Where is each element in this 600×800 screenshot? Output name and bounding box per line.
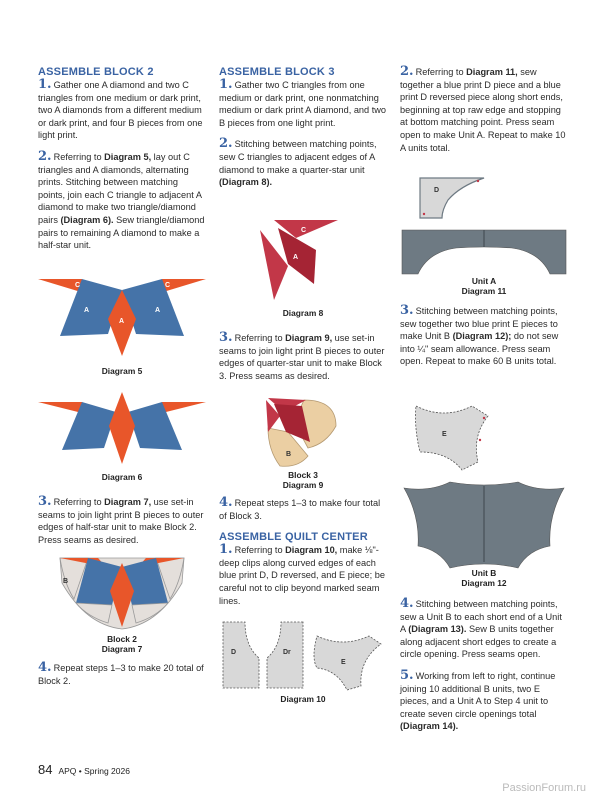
caption-diagram-6: Diagram 6 <box>101 472 143 482</box>
step-text: Repeat steps 1–3 to make four total of Block 3. <box>219 498 381 521</box>
label-a: A <box>155 307 161 314</box>
diagram-12 <box>400 396 568 588</box>
step-text: Referring to <box>415 67 467 77</box>
step-number: 4. <box>219 495 233 510</box>
step-number: 1. <box>38 77 52 92</box>
label-d: D <box>434 187 440 194</box>
diagram-8-graphic <box>252 214 352 302</box>
step-text: Referring to <box>234 333 286 343</box>
center-step-4 <box>400 598 568 661</box>
step-text: sew together a blue print D piece and a blue print D reversed piece along short ends, beginning at top raw edge and stopping at bottom matching point. Press seam open to make Unit A. Repeat to make 10 A units total. <box>400 67 566 153</box>
center-step-3-wrap <box>400 305 568 377</box>
diagram-ref: (Diagram 12); <box>452 331 512 342</box>
page-number: 84 <box>38 762 53 777</box>
e-piece <box>314 636 381 690</box>
diagram-6 <box>38 388 206 482</box>
label-c: C <box>301 227 307 234</box>
label-e: E <box>442 431 447 438</box>
diagram-12-graphic <box>400 396 568 570</box>
diagram-7-graphic <box>38 553 206 633</box>
step-number: 3. <box>38 494 52 509</box>
step-text: use set-in seams to join light print B pieces to outer edges of half-star unit to make Block 2. Press seams as desired. <box>38 497 204 545</box>
d-piece <box>223 622 259 688</box>
diagram-6-graphic <box>38 388 206 470</box>
label-dr: Dr <box>283 649 291 656</box>
step-number: 3. <box>219 330 233 345</box>
step-number: 2. <box>38 148 52 164</box>
step-number: 3. <box>400 303 414 318</box>
caption-diagram-11: Diagram 11 <box>461 286 507 296</box>
diagram-11 <box>400 170 568 296</box>
step-number: 4. <box>38 660 52 675</box>
diagram-ref: Diagram 5, <box>104 151 152 162</box>
block2-step-1 <box>38 79 206 142</box>
step-text: Stitching between matching points, sew together two blue print E pieces to make Unit B <box>400 306 558 342</box>
step-number: 4. <box>400 596 414 611</box>
diagram-ref: (Diagram 8). <box>219 177 273 188</box>
diagram-ref: (Diagram 6). <box>60 214 114 225</box>
caption-diagram-5: Diagram 5 <box>101 366 143 376</box>
step-number: 1. <box>219 77 233 92</box>
label-e: E <box>341 659 346 666</box>
block3-step-2 <box>219 138 387 188</box>
diagram-8 <box>252 214 352 302</box>
diagram-ref: Diagram 7, <box>104 497 152 507</box>
step-text: lay out C triangles and A diamonds, alternating prints. Stitching between matching points, join each C triangle to adjacent A diamond to make two triangle/diamond pairs <box>38 151 202 225</box>
label-c: C <box>262 265 268 272</box>
label-a: A <box>293 254 299 261</box>
diagram-7 <box>38 553 206 654</box>
center-step-2 <box>400 66 568 154</box>
diagram-ref: (Diagram 14). <box>400 721 459 732</box>
label-d: D <box>231 649 237 656</box>
caption-diagram-10: Diagram 10 <box>280 694 326 704</box>
diagram-ref: Diagram 9, <box>285 333 333 343</box>
caption-block-2: Block 2 <box>107 634 137 644</box>
caption-diagram-7: Diagram 7 <box>101 644 143 654</box>
b-piece-lower-right <box>132 603 168 623</box>
block2-step-4-wrap <box>38 662 206 696</box>
label-b: B <box>63 578 69 585</box>
caption-unit-a: Unit A <box>471 276 497 286</box>
step-text: Referring to <box>53 151 105 162</box>
column-block-2 <box>38 66 206 261</box>
block2-step-3 <box>38 496 206 546</box>
b-piece-lower-left <box>76 603 112 623</box>
block3-step-4-wrap <box>219 497 387 616</box>
label-a: A <box>84 307 90 314</box>
block3-step-3 <box>219 332 387 382</box>
diagram-ref: (Diagram 13). <box>408 624 467 635</box>
caption-diagram-9: Diagram 9 <box>282 480 324 490</box>
diagram-ref: Diagram 11, <box>466 67 518 77</box>
matching-point <box>477 180 479 182</box>
magazine-issue: APQ • Spring 2026 <box>58 766 130 776</box>
step-text: Referring to <box>53 497 105 507</box>
diagram-10-graphic <box>219 618 387 692</box>
step-number: 5. <box>400 667 414 683</box>
matching-point <box>483 417 485 419</box>
caption-unit-b: Unit B <box>471 568 497 578</box>
watermark: PassionForum.ru <box>502 782 586 794</box>
center-step-3 <box>400 305 568 368</box>
matching-point <box>423 213 425 215</box>
diagram-5-graphic <box>38 274 206 364</box>
step-text: Gather one A diamond and two C triangles from one medium or dark print, two A diamonds from a different medium or dark print, and four B pieces from one light print. <box>38 80 203 141</box>
page-footer <box>38 762 130 777</box>
block3-step-3-wrap <box>219 332 387 391</box>
center-steps-4-5-wrap <box>400 598 568 742</box>
block3-step-4 <box>219 497 387 522</box>
diagram-9-graphic <box>262 394 342 470</box>
a-diamond-center <box>109 392 135 464</box>
label-b: B <box>286 451 292 458</box>
diagram-ref: Diagram 10, <box>285 545 338 556</box>
step-text: Sew triangle/diamond pairs to remaining A diamond to make a half-star unit. <box>38 214 205 251</box>
step-text: Sew B units together along adjacent short edges to create a circle opening. Press seams open. <box>400 624 557 660</box>
caption-block-3: Block 3 <box>288 470 318 480</box>
step-text: make ⅛"-deep clips along curved edges of each blue print D, D reversed, and E piece; be careful not to clip beyond marked seam lines. <box>219 545 385 606</box>
heading-block-2: ASSEMBLE BLOCK 2 <box>38 66 154 78</box>
step-number: 2. <box>219 136 233 152</box>
e-piece <box>416 406 489 470</box>
diagram-5 <box>38 274 206 376</box>
caption-diagram-8: Diagram 8 <box>282 308 324 318</box>
center-step-5 <box>400 667 568 733</box>
block3-step-1 <box>219 79 387 129</box>
diagram-10 <box>219 618 387 704</box>
diagram-11-graphic <box>400 170 568 278</box>
step-text: Gather two C triangles from one medium or dark print, one nonmatching medium or dark print A diamond, and two B pieces from one light print. <box>219 80 386 128</box>
label-c: C <box>75 282 81 289</box>
d-piece <box>420 178 484 218</box>
diagram-9-captions <box>219 470 387 490</box>
label-c: C <box>165 282 171 289</box>
step-text: Stitching between matching points, sew C triangles to adjacent edges of A diamond to make a quarter-star unit <box>219 139 377 175</box>
step-text: Referring to <box>234 545 286 556</box>
step-text: use set-in seams to join light print B pieces to outer edges of quarter-star unit to make Block 3. Press seams as desired. <box>219 333 385 381</box>
step-text: Stitching between matching points, sew a Unit B to each short end of a Unit A <box>400 599 562 635</box>
step-text: Repeat steps 1–3 to make 20 total of Block 2. <box>38 663 204 686</box>
step-number: 2. <box>400 64 414 79</box>
step-number: 1. <box>219 542 233 558</box>
step-text: Working from left to right, continue joining 10 additional B units, two E pieces, and a Unit A to Step 4 unit to create seven circle openings total <box>400 670 556 719</box>
block2-step-4 <box>38 662 206 687</box>
label-a: A <box>119 318 125 325</box>
block2-step-2 <box>38 148 206 252</box>
step-text: do not sew into ¼" seam allowance. Press seam open. Repeat to make 60 B units total. <box>400 331 559 367</box>
column-quilt-center-continued <box>400 66 568 163</box>
heading-block-3: ASSEMBLE BLOCK 3 <box>219 66 335 78</box>
matching-point <box>479 439 481 441</box>
center-step-1 <box>219 544 387 607</box>
heading-quilt-center: ASSEMBLE QUILT CENTER <box>219 531 368 544</box>
diagram-9 <box>262 394 342 470</box>
caption-diagram-12: Diagram 12 <box>461 578 507 588</box>
column-block-3 <box>219 66 387 198</box>
block2-step-3-wrap <box>38 496 206 555</box>
